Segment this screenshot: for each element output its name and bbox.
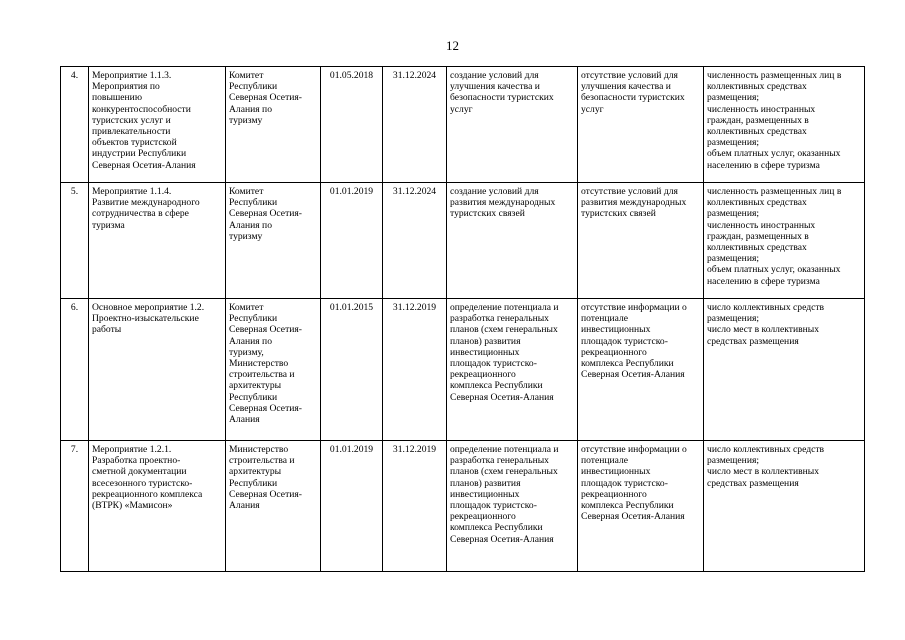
expected-result: создание условий для развития международных туристских связей (447, 183, 578, 299)
indicators: число коллективных средств размещения; число мест в коллективных средствах размещения (704, 441, 865, 572)
table-row (61, 183, 865, 299)
indicators: численность размещенных лиц в коллективных средствах размещения; численность иностранных граждан, размещенных в коллективных средствах размещения; объем платных услуг, оказанных населению в сфере туризма (704, 67, 865, 183)
expected-result: определение потенциала и разработка генеральных планов (схем генеральных планов) развития инвестиционных площадок туристско- рекреационного комплекса Республики Северная Осетия-Алания (447, 441, 578, 572)
end-date: 31.12.2019 (383, 299, 447, 441)
non-implementation-consequence: отсутствие условий для развития международных туристских связей (578, 183, 704, 299)
event-name: Основное мероприятие 1.2. Проектно-изыскательские работы (89, 299, 226, 441)
executor: Министерство строительства и архитектуры Республики Северная Осетия- Алания (226, 441, 321, 572)
executor: Комитет Республики Северная Осетия- Алания по туризму (226, 67, 321, 183)
start-date: 01.01.2015 (321, 299, 383, 441)
end-date: 31.12.2024 (383, 183, 447, 299)
event-name: Мероприятие 1.2.1. Разработка проектно- сметной документации всесезонного туристско- рекреационного комплекса (ВТРК) «Мамисон» (89, 441, 226, 572)
event-name: Мероприятие 1.1.3. Мероприятия по повышению конкурентоспособности туристских услуг и привлекательности объектов туристской индустрии Республики Северная Осетия-Алания (89, 67, 226, 183)
start-date: 01.01.2019 (321, 441, 383, 572)
table-row (61, 299, 865, 441)
row-number: 6. (61, 299, 89, 441)
non-implementation-consequence: отсутствие информации о потенциале инвестиционных площадок туристско- рекреационного комплекса Республики Северная Осетия-Алания (578, 441, 704, 572)
event-name: Мероприятие 1.1.4. Развитие международного сотрудничества в сфере туризма (89, 183, 226, 299)
end-date: 31.12.2019 (383, 441, 447, 572)
table-row (61, 67, 865, 183)
start-date: 01.01.2019 (321, 183, 383, 299)
expected-result: создание условий для улучшения качества и безопасности туристских услуг (447, 67, 578, 183)
executor: Комитет Республики Северная Осетия- Алания по туризму (226, 183, 321, 299)
start-date: 01.05.2018 (321, 67, 383, 183)
row-number: 4. (61, 67, 89, 183)
indicators: численность размещенных лиц в коллективных средствах размещения; численность иностранных граждан, размещенных в коллективных средствах размещения; объем платных услуг, оказанных населению в сфере туризма (704, 183, 865, 299)
indicators: число коллективных средств размещения; число мест в коллективных средствах размещения (704, 299, 865, 441)
non-implementation-consequence: отсутствие условий для улучшения качества и безопасности туристских услуг (578, 67, 704, 183)
row-number: 7. (61, 441, 89, 572)
expected-result: определение потенциала и разработка генеральных планов (схем генеральных планов) развития инвестиционных площадок туристско- рекреационного комплекса Республики Северная Осетия-Алания (447, 299, 578, 441)
non-implementation-consequence: отсутствие информации о потенциале инвестиционных площадок туристско- рекреационного комплекса Республики Северная Осетия-Алания (578, 299, 704, 441)
end-date: 31.12.2024 (383, 67, 447, 183)
table-row (61, 441, 865, 572)
executor: Комитет Республики Северная Осетия- Алания по туризму, Министерство строительства и архитектуры Республики Северная Осетия- Алания (226, 299, 321, 441)
page-number: 12 (446, 38, 459, 53)
row-number: 5. (61, 183, 89, 299)
program-events-table (60, 66, 865, 572)
